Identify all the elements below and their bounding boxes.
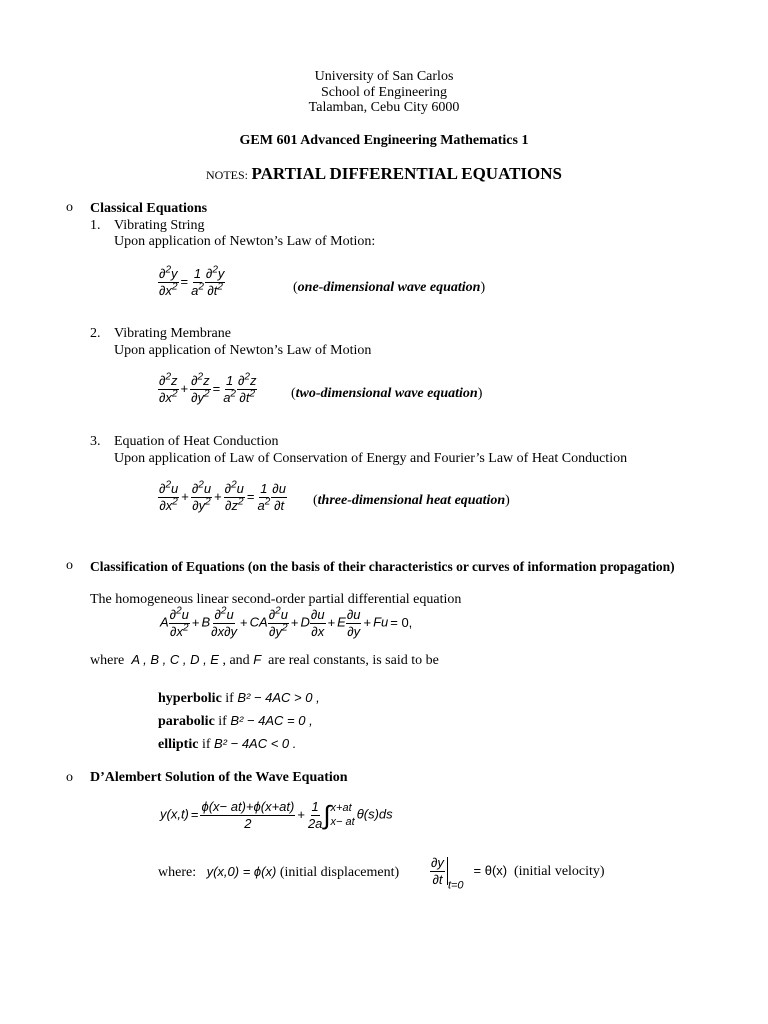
section-heading-classification: Classification of Equations (on the basis of their characteristics or curves of information propagation) bbox=[90, 559, 675, 574]
item-3-title: Equation of Heat Conduction bbox=[114, 434, 279, 449]
bullet: o bbox=[66, 770, 73, 785]
notes-label: NOTES: bbox=[206, 168, 248, 182]
item-3-number: 3. bbox=[90, 434, 101, 449]
heat-equation-3d: $\frac{\partial^2u}{\partial x^2}$ + $\frac{\partial^2u}{\partial y^2}$ + $\frac{\partial^2u}{\partial z^2}$ = $\frac{1}{a^2}$ $\frac{\partial u}{\partial t}$ bbox=[159, 479, 286, 513]
dalembert-solution: y(x,t) = $\frac{\phi(x- at)+\phi(x+at)}{2}$ + $\frac{1}{2a}$ ∫ x+at x− at θ(s)ds bbox=[160, 799, 393, 831]
constants-line: where A , B , C , D , E , and F are real constants, is said to be bbox=[90, 652, 439, 668]
classification-intro: The homogeneous linear second-order partial differential equation bbox=[90, 592, 462, 607]
type-hyperbolic: hyperbolic if B² − 4AC > 0 , bbox=[158, 690, 320, 706]
wave-equation-1d: $\frac{\partial^2y}{\partial x^2}$ = $\frac{1}{a^2}$ $\frac{\partial^2y}{\partial t^2}$ bbox=[159, 264, 225, 298]
title-text: PARTIAL DIFFERENTIAL EQUATIONS bbox=[251, 164, 562, 183]
initial-velocity-eq: $\frac{\partial y}{\partial t}$ $_{t=0}$= θ(x) bbox=[431, 855, 508, 892]
initial-velocity-label: (initial velocity) bbox=[514, 864, 605, 879]
address: Talamban, Cebu City 6000 bbox=[308, 100, 460, 115]
item-2-number: 2. bbox=[90, 326, 101, 341]
item-2-desc: Upon application of Newton’s Law of Motion bbox=[114, 343, 372, 358]
general-pde: A $\frac{\partial^2u}{\partial x^2}$ + B $\frac{\partial^2u}{\partial x\partial y}$ + CA $\frac{\partial^2u}{\partial y^2}$ + D $\frac{\partial u}{\partial x}$ + E $\frac{\partial u}{\partial y}$ + Fu = 0, bbox=[160, 605, 413, 639]
type-elliptic: elliptic if B² − 4AC < 0 . bbox=[158, 736, 297, 752]
eq-label-2: (two-dimensional wave equation) bbox=[291, 386, 483, 401]
bullet: o bbox=[66, 200, 73, 215]
item-1-title: Vibrating String bbox=[114, 218, 205, 233]
bullet: o bbox=[66, 558, 73, 573]
item-3-desc: Upon application of Law of Conservation of Energy and Fourier’s Law of Heat Conduction bbox=[114, 451, 628, 466]
eq-label-1: (one-dimensional wave equation) bbox=[293, 280, 486, 295]
wave-equation-2d: $\frac{\partial^2z}{\partial x^2}$ + $\frac{\partial^2z}{\partial y^2}$ = $\frac{1}{a^2}$ $\frac{\partial^2z}{\partial t^2}$ bbox=[159, 371, 257, 405]
section-heading-classical: Classical Equations bbox=[90, 201, 208, 216]
item-1-desc: Upon application of Newton’s Law of Motion: bbox=[114, 234, 376, 249]
item-2-title: Vibrating Membrane bbox=[114, 326, 231, 341]
initial-conditions: where: y(x,0) = ϕ(x) (initial displacement) bbox=[158, 864, 400, 880]
section-heading-dalembert: D’Alembert Solution of the Wave Equation bbox=[90, 770, 348, 785]
university-name: University of San Carlos bbox=[314, 69, 454, 84]
eq-label-3: (three-dimensional heat equation) bbox=[313, 493, 510, 508]
page-title bbox=[0, 164, 768, 184]
item-1-number: 1. bbox=[90, 218, 101, 233]
course-title: GEM 601 Advanced Engineering Mathematics 1 bbox=[239, 133, 529, 148]
type-parabolic: parabolic if B² − 4AC = 0 , bbox=[158, 713, 313, 729]
school-name: School of Engineering bbox=[321, 85, 447, 100]
